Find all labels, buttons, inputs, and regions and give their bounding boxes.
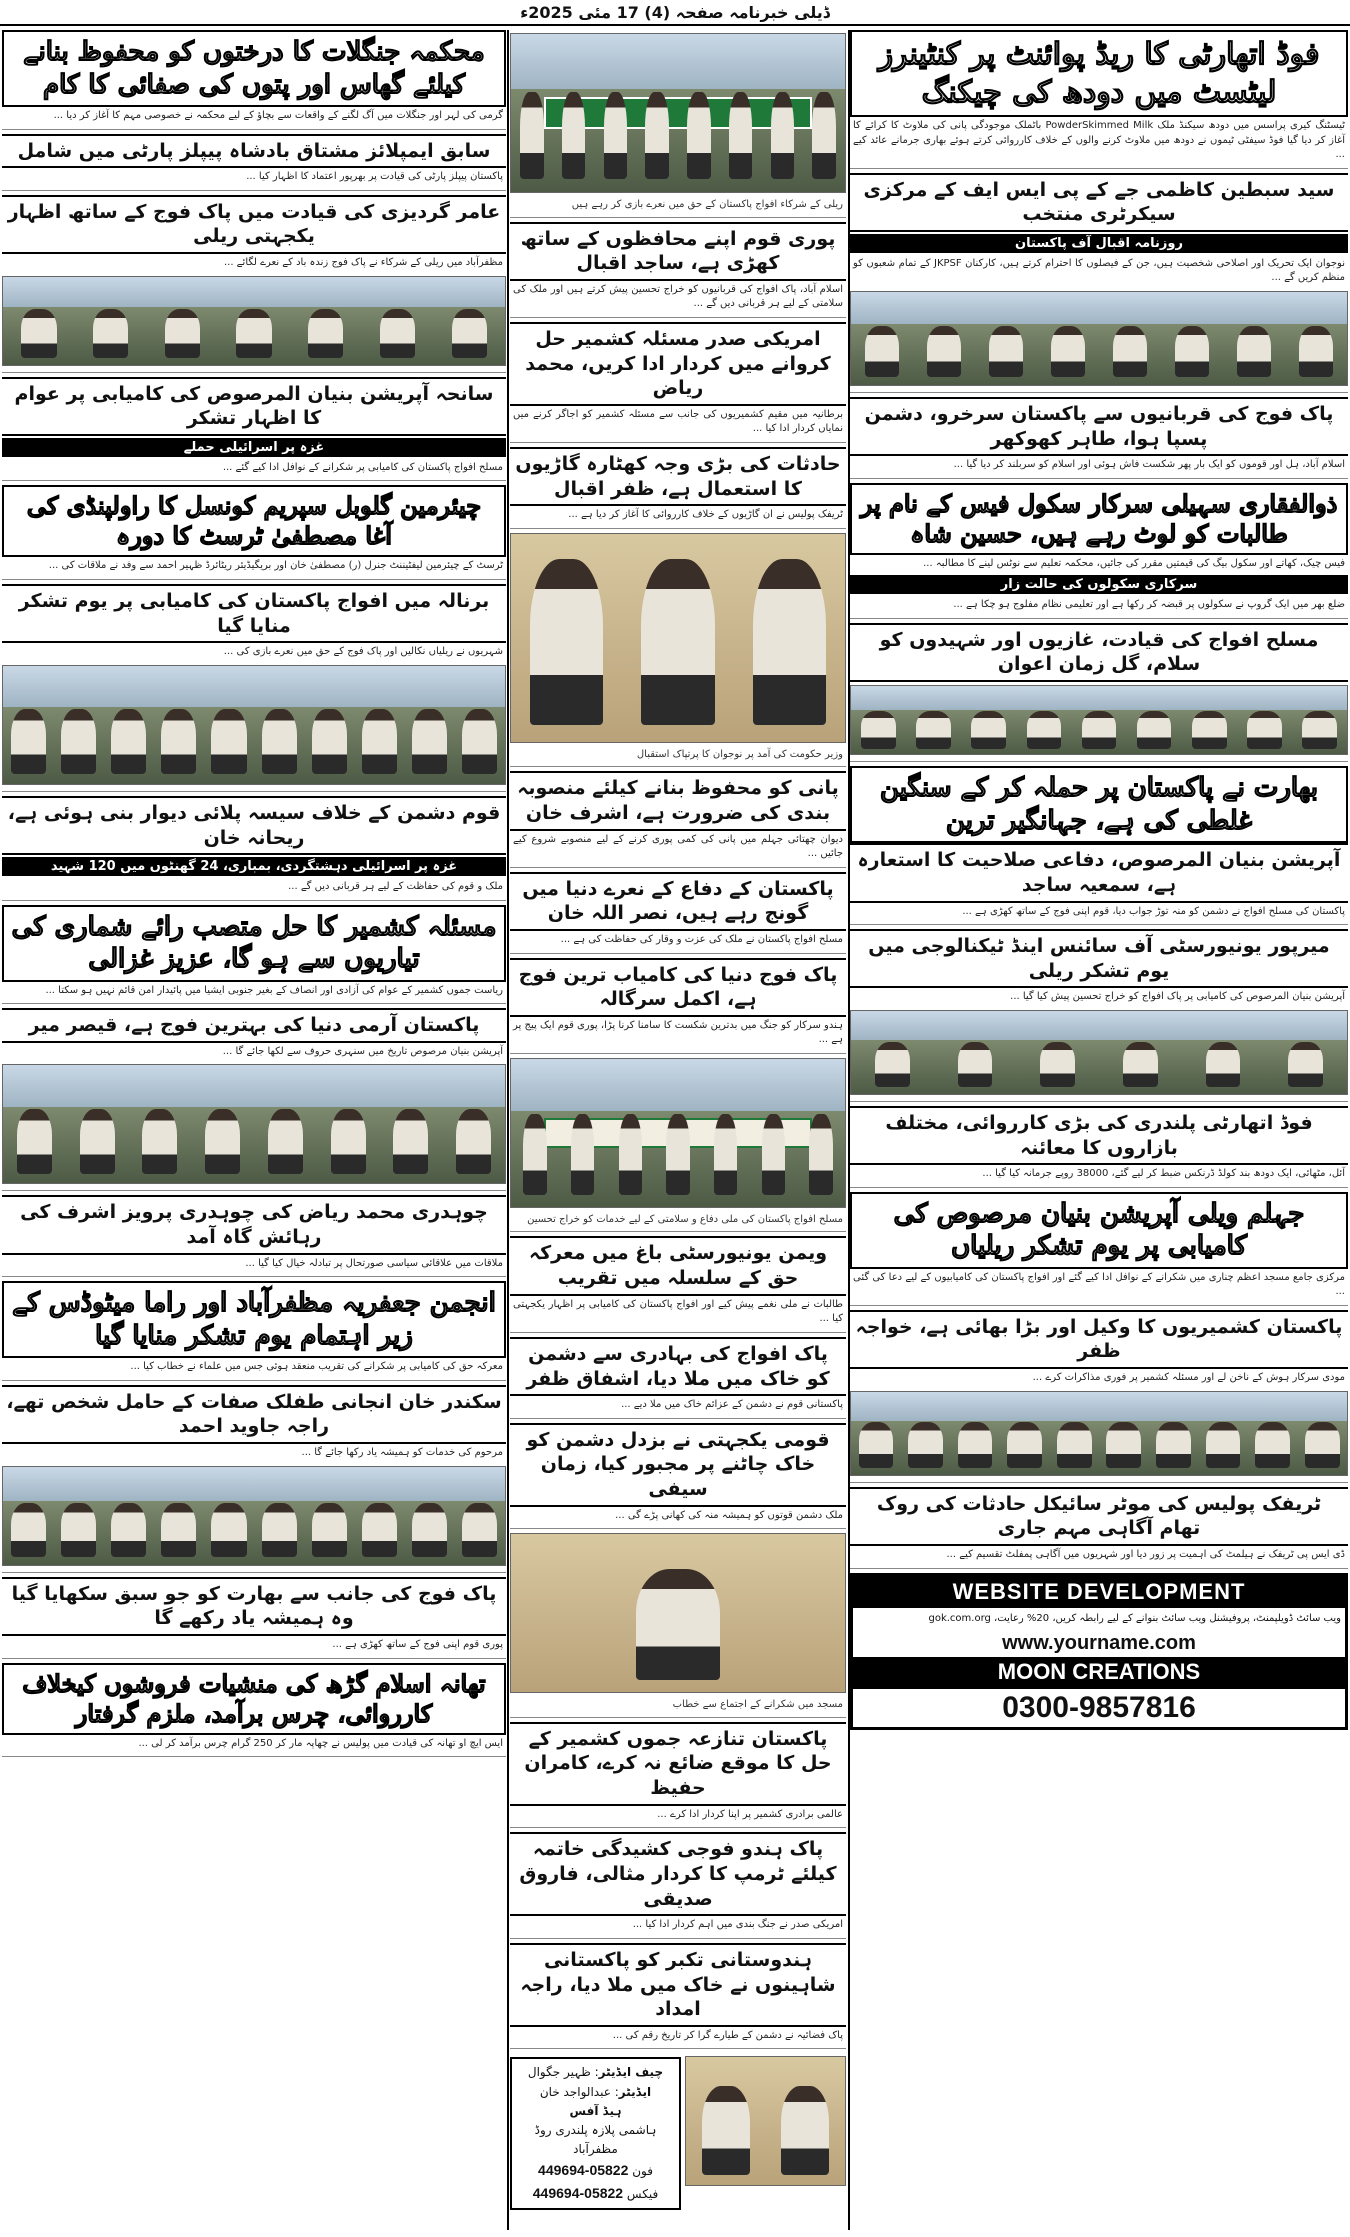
- article-body: مرکزی جامع مسجد اعظم چناری میں شکرانے کے نوافل ادا کیے گئے اور افواج پاکستان کی کامیابیوں کے لیے دعا کی گئی ...: [853, 1271, 1345, 1298]
- headline: پانی کو محفوظ بنانے کیلئے منصوبہ بندی کی ضرورت ہے، اشرف خان: [510, 771, 846, 830]
- article-body: مظفرآباد میں ریلی کے شرکاء نے پاک فوج زندہ باد کے نعرے لگائے ...: [223, 257, 503, 269]
- article: [2, 195, 506, 373]
- photo-caption: وزیر حکومت کی آمد پر نوجوان کا پرتپاک استقبال: [636, 748, 843, 760]
- photo-caption: مسجد میں شکرانے کے اجتماع سے خطاب: [672, 1699, 843, 1711]
- article: [2, 485, 506, 580]
- article-body: عالمی برادری کشمیر پر اپنا کردار ادا کرے ...: [657, 1808, 843, 1820]
- photo-caption: ریلی کے شرکاء افواج پاکستان کے حق میں نعرے بازی کر رہے ہیں: [571, 199, 843, 210]
- news-photo: [850, 1010, 1348, 1095]
- headline-banner: محکمہ جنگلات کا درختوں کو محفوظ بنانے کیلئے گھاس اور پتوں کی صفائی کا کام: [2, 30, 506, 107]
- article: [510, 958, 846, 1054]
- editor: عبدالواجد خان: [539, 2084, 611, 2099]
- fax-number: 05822-449694: [532, 2184, 624, 2201]
- news-photo: [850, 685, 1348, 755]
- article-body: اسلام آباد، ہل اور قوموں کو ایک بار پھر شکست فاش ہوئی اور اسلام کو سربلند کر دیا گیا ...: [953, 459, 1345, 471]
- headline-banner: ذوالفقاری سہیلی سرکار سکول فیس کے نام پر طالبات کو لوٹ رہے ہیں، حسین شاہ: [850, 483, 1348, 555]
- portrait-photo: [510, 533, 846, 743]
- masthead: چیف ایڈیٹر: ظہیر جگوال ایڈیٹر: عبدالواجد خان ہیڈ آفس ہاشمی پلازہ پلندری روڈ مظفرآباد فون 05822-449694 فیکس 05822-449694: [510, 2057, 681, 2210]
- headline-banner: انجمن جعفریہ مظفرآباد اور راما میٹوڈس کے زیر اہتمام یوم تشکر منایا گیا: [2, 1281, 506, 1358]
- dateline-bar: [0, 0, 1350, 26]
- article-body: پوری قوم اپنی فوج کے ساتھ کھڑی ہے ...: [332, 1639, 503, 1650]
- subheadline: سرکاری سکولوں کی حالت زار: [850, 575, 1348, 594]
- article: [850, 929, 1348, 1102]
- article-body: برطانیہ میں مقیم کشمیریوں کی جانب سے مسئلہ کشمیر کو اجاگر کرنے میں نمایاں کردار ادا کیا ...: [513, 408, 843, 435]
- headline: سابق ایمپلائز مشتاق بادشاہ پیپلز پارٹی میں شامل: [2, 134, 506, 169]
- headline: قومی یکجہتی نے بزدل دشمن کو خاک چاٹنے پر مجبور کیا، زمان سیفی: [510, 1423, 846, 1507]
- article: [850, 1487, 1348, 1569]
- article-body: پاکستان کی مسلح افواج نے دشمن کو منہ توڑ جواب دیا، قوم اپنی فوج کے ساتھ کھڑی ہے ...: [962, 905, 1345, 917]
- headline-banner: جہلم ویلی آپریشن بنیان مرصوص کی کامیابی پر یوم تشکر ریلیاں: [850, 1192, 1348, 1269]
- article: [510, 1236, 846, 1332]
- article-body: ملک و قوم کی حفاظت کے لیے ہر قربانی دیں گے ...: [288, 881, 503, 893]
- headline: پاکستان کے دفاع کے نعرے دنیا میں گونج رہے ہیں، نصر اللہ خان: [510, 872, 846, 931]
- article: [2, 134, 506, 191]
- article: [850, 1192, 1348, 1306]
- headline: پاک افواج کی بہادری سے دشمن کو خاک میں ملا دیا، اشفاق ظفر: [510, 1337, 846, 1396]
- article-body: ریاست جموں کشمیر کے عوام کی آزادی اور انصاف کے بغیر جنوبی ایشیا میں پائیدار امن قائم نہیں ہو سکتا ...: [45, 984, 503, 996]
- article-body: فیس چیک، کھاتے اور سکول بیگ کی قیمتیں مقرر کی جائیں، محکمہ تعلیم سے نوٹس لینے کا مطالبہ ...: [923, 557, 1345, 569]
- ad-url[interactable]: www.yourname.com: [1002, 1631, 1196, 1654]
- advertisement[interactable]: [850, 1573, 1348, 1730]
- office-label: ہیڈ آفس: [569, 2103, 622, 2118]
- article: [510, 1058, 846, 1233]
- left-column: [2, 30, 506, 2230]
- article: [510, 872, 846, 954]
- article-body: آپریشن بنیان المرصوص کی کامیابی پر پاک افواج کو خراج تحسین پیش کیا گیا ...: [1010, 991, 1345, 1003]
- dateline: ڈیلی خبرنامہ صفحہ (4) 17 مئی 2025ء: [520, 2, 830, 22]
- headline: برنالہ میں افواج پاکستان کی کامیابی پر یوم تشکر منایا گیا: [2, 584, 506, 643]
- headline: قوم دشمن کے خلاف سیسہ پلائی دیوار بنی ہوئی ہے، ریحانہ خان: [2, 796, 506, 855]
- headline: سکندر خان انجانی طفلک صفات کے حامل شخص تھے، راجہ جاوید احمد: [2, 1385, 506, 1444]
- headline: پاک ہندو فوجی کشیدگی خاتمہ کیلئے ٹرمپ کا کردار مثالی، فاروق صدیقی: [510, 1832, 846, 1916]
- article-body: مسلح افواج پاکستان نے ملک کی عزت و وقار کی حفاظت کی ہے ...: [560, 934, 843, 946]
- headline: سید سبطین کاظمی جے کے پی ایس ایف کے مرکزی سیکرٹری منتخب: [850, 173, 1348, 232]
- article-body: اسلام آباد، پاک افواج کی قربانیوں کو خراج تحسین پیش کرتے ہیں اور ملک کی سلامتی کے لیے ہر قربانی دیں گے ...: [513, 283, 843, 310]
- article-body: آئل، مٹھائی، ایک دودھ بند کولڈ ڈرنکس ضبط کر لیے گئے، 38000 روپے جرمانہ کیا گیا ...: [982, 1168, 1345, 1180]
- meeting-photo: [685, 2056, 846, 2186]
- article: [510, 1337, 846, 1419]
- article-body: امریکی صدر نے جنگ بندی میں اہم کردار ادا کیا ...: [632, 1919, 843, 1931]
- article-body: گرمی کی لہر اور جنگلات میں آگ لگنے کے واقعات سے بچاؤ کے لیے محکمہ نے خصوصی مہم کا آغاز کر دیا ...: [53, 110, 503, 121]
- article: [850, 766, 1348, 925]
- headline-banner: بھارت نے پاکستان پر حملہ کر کے سنگین غلطی کی ہے، جہانگیر ترین: [850, 766, 1348, 843]
- headline: پاک فوج دنیا کی کامیاب ترین فوج ہے، اکمل سرگالہ: [510, 958, 846, 1017]
- article-body: ملک دشمن قوتوں کو ہمیشہ منہ کی کھانی پڑے گی ...: [615, 1509, 843, 1521]
- chief-editor: ظہیر جگوال: [527, 2065, 591, 2080]
- headline: مسلح افواج کی قیادت، غازیوں اور شہیدوں کو سلام، گل زمان اعوان: [850, 623, 1348, 682]
- article: [850, 30, 1348, 169]
- rally-photo: [510, 1058, 846, 1208]
- column-rule: [507, 30, 509, 2230]
- article-body: ضلع بھر میں ایک گروپ نے سکولوں پر قبضہ کر رکھا ہے اور تعلیمی نظام مفلوج ہو چکا ہے ...: [953, 599, 1345, 611]
- headline: پاک فوج کی جانب سے بھارت کو جو سبق سکھایا گیا وہ ہمیشہ یاد رکھے گا: [2, 1577, 506, 1636]
- phone-number: 05822-449694: [538, 2162, 629, 2179]
- article: [510, 322, 846, 443]
- phone-label: فون: [632, 2164, 653, 2179]
- article-body: آپریشن بنیان مرصوص تاریخ میں سنہری حروف سے لکھا جائے گا ...: [222, 1045, 503, 1057]
- headline: ٹریفک پولیس کی موٹر سائیکل حادثات کی روک تھام آگاہی مہم جاری: [850, 1487, 1348, 1546]
- headline: پاکستان آرمی دنیا کی بہترین فوج ہے، قیصر میر: [2, 1008, 506, 1043]
- article: [2, 796, 506, 901]
- headline: ویمن یونیورسٹی باغ میں معرکہ حق کے سلسلہ میں تقریب: [510, 1236, 846, 1295]
- article-body: نوجوان ایک تحریک اور اصلاحی شخصیت ہیں، جن کے فیصلوں کا احترام کرتے ہیں، کارکنان JKPSF کے تمام شعبوں کو منظم کریں گے ...: [853, 257, 1345, 284]
- news-photo: [2, 1466, 506, 1566]
- article-body: ڈی ایس پی ٹریفک نے ہیلمٹ کی اہمیت پر زور دیا اور شہریوں میں آگاہی پمفلٹ تقسیم کیے ...: [946, 1549, 1345, 1560]
- headline: پاکستان کشمیریوں کا وکیل اور بڑا بھائی ہے، خواجہ ظفر: [850, 1310, 1348, 1369]
- article-body: ٹیسٹنگ کیری پراسس میں دودھ سیکنڈ ملک PowderSkimmed Milk باٹملک موجودگی پانی کی ملاوٹ کا کرائے کا آغاز کر دیا گیا فوڈ سیفٹی ٹیموں نے دودھ میں ملاوٹ کرنے والوں کے خلاف کارروائی کرتے ہوئے بھاری جرمانے عائد کیے ...: [853, 120, 1346, 160]
- article-body: پاکستانی قوم نے دشمن کے عزائم خاک میں ملا دیے ...: [621, 1399, 843, 1411]
- article: [510, 33, 846, 218]
- mosque-photo: [510, 1533, 846, 1693]
- news-photo: [2, 276, 506, 366]
- article: [510, 533, 846, 768]
- headline: پاکستان تنازعہ جموں کشمیر کے حل کا موقع ضائع نہ کرے، کامران حفیظ: [510, 1722, 846, 1806]
- article: [2, 30, 506, 130]
- article: [510, 1943, 846, 2050]
- middle-column: [510, 30, 846, 2230]
- article-body: پاکستان پیپلز پارٹی کی قیادت پر بھرپور اعتماد کا اظہار کیا ...: [246, 171, 503, 183]
- article: [510, 447, 846, 529]
- article-body: دیوان چھتائی جہلم میں پانی کی کمی پوری کرنے کے لیے منصوبے شروع کیے جائیں ...: [513, 833, 843, 860]
- article: [510, 1533, 846, 1718]
- article-body: مودی سرکار ہوش کے ناخن لے اور مسئلہ کشمیر پر فوری مذاکرات کرے ...: [1032, 1372, 1345, 1384]
- article: [2, 1663, 506, 1758]
- ad-phone: 0300-9857816: [853, 1687, 1345, 1727]
- office-address: ہاشمی پلازہ پلندری روڈ مظفرآباد: [534, 2123, 657, 2157]
- article: [510, 1423, 846, 1530]
- headline: امریکی صدر مسئلہ کشمیر حل کروانے میں کردار ادا کریں، محمد ریاض: [510, 322, 846, 406]
- article-body: ٹریفک پولیس نے ان گاڑیوں کے خلاف کارروائی کا آغاز کر دیا ہے ...: [568, 509, 843, 521]
- article: [850, 1106, 1348, 1188]
- rally-photo: [2, 665, 506, 785]
- news-photo: [850, 291, 1348, 386]
- article: [850, 623, 1348, 762]
- headline: فوڈ اتھارٹی پلندری کی بڑی کارروائی، مختلف بازاروں کا معائنہ: [850, 1106, 1348, 1165]
- article: [2, 1281, 506, 1381]
- photo-caption: مسلح افواج پاکستان کی ملی دفاع و سلامتی کے لیے خدمات کو خراج تحسین: [527, 1213, 843, 1225]
- headline: چوہدری محمد ریاض کی چوہدری پرویز اشرف کی رہائش گاہ آمد: [2, 1195, 506, 1254]
- news-photo: [850, 1391, 1348, 1476]
- chief-editor-label: چیف ایڈیٹر: [598, 2065, 664, 2080]
- headline: ہندوستانی تکبر کو پاکستانی شاہینوں نے خاک میں ملا دیا، راجہ امداد: [510, 1943, 846, 2027]
- ad-body: ویب سائٹ ڈویلپمنٹ، پروفیشنل ویب سائٹ بنوانے کے لیے رابطہ کریں، 20% رعایت، gok.com.org: [928, 1612, 1341, 1624]
- headline-banner: تھانہ اسلام گڑھ کی منشیات فروشوں کیخلاف کارروائی، چرس برآمد، ملزم گرفتار: [2, 1663, 506, 1735]
- headline: پاک فوج کی قربانیوں سے پاکستان سرخرو، دشمن پسپا ہوا، طاہر کھوکھر: [850, 397, 1348, 456]
- headline: عامر گردیزی کی قیادت میں پاک فوج کے ساتھ اظہار یکجہتی ریلی: [2, 195, 506, 254]
- article: [510, 1722, 846, 1829]
- article: [510, 222, 846, 318]
- article: [850, 397, 1348, 479]
- article: [2, 1577, 506, 1659]
- article: [510, 771, 846, 867]
- headline-banner: فوڈ اتھارٹی کا ریڈ پوائنٹ پر کنٹینرز لیٹسٹ میں دودھ کی چیکنگ: [850, 30, 1348, 117]
- news-photo: [2, 1064, 506, 1184]
- article-body: شہریوں نے ریلیاں نکالیں اور پاک فوج کے حق میں نعرے بازی کی ...: [223, 646, 503, 658]
- article: [850, 483, 1348, 619]
- editor-label: ایڈیٹر: [618, 2084, 652, 2099]
- headline: حادثات کی بڑی وجہ کھٹارہ گاڑیوں کا استعمال ہے، ظفر اقبال: [510, 447, 846, 506]
- ad-title: WEBSITE DEVELOPMENT: [853, 1576, 1345, 1608]
- article-body: ملاقات میں علاقائی سیاسی صورتحال پر تبادلہ خیال کیا گیا ...: [245, 1257, 503, 1269]
- article: [2, 584, 506, 792]
- article-body: معرکہ حق کی کامیابی پر شکرانے کی تقریب منعقد ہوئی جس میں علماء نے خطاب کیا ...: [130, 1361, 503, 1373]
- article: [2, 377, 506, 482]
- headline-banner: مسئلہ کشمیر کا حل متصب رائے شماری کی تیاریوں سے ہو گا، عزیز غزالی: [2, 905, 506, 982]
- subheadline: غزہ پر اسرائیلی دہشتگردی، بمباری، 24 گھنٹوں میں 120 شہید: [2, 857, 506, 876]
- headline-banner: چیئرمین گلوبل سپریم کونسل کا راولپنڈی کی آغا مصطفیٰ ٹرسٹ کا دورہ: [2, 485, 506, 557]
- headline: پوری قوم اپنے محافظوں کے ساتھ کھڑی ہے، ساجد اقبال: [510, 222, 846, 281]
- headline: آپریشن بنیان المرصوص، دفاعی صلاحیت کا استعارہ ہے، سمعیہ ساجد: [850, 843, 1348, 902]
- article: [510, 1832, 846, 1939]
- subheadline: روزنامہ اقبال آف پاکستان: [850, 234, 1348, 253]
- rally-photo: [510, 33, 846, 193]
- ad-company: MOON CREATIONS: [853, 1657, 1345, 1687]
- article-body: طالبات نے ملی نغمے پیش کیے اور افواج پاکستان کی کامیابی پر اظہار یکجہتی کیا ...: [513, 1298, 843, 1325]
- article: [2, 905, 506, 1005]
- article: [850, 173, 1348, 393]
- article: [2, 1385, 506, 1573]
- subheadline: غزہ پر اسرائیلی حملے: [2, 438, 506, 457]
- headline: میرپور یونیورسٹی آف سائنس اینڈ ٹیکنالوجی میں یوم تشکر ریلی: [850, 929, 1348, 988]
- article-body: مسلح افواج پاکستان کی کامیابی پر شکرانے کے نوافل ادا کیے گئے ...: [222, 461, 503, 473]
- article-body: ایس ایچ او تھانہ کی قیادت میں پولیس نے چھاپہ مار کر 250 گرام چرس برآمد کر لی ...: [138, 1737, 503, 1749]
- article: [2, 1195, 506, 1277]
- headline: سانحہ آپریشن بنیان المرصوص کی کامیابی پر عوام کا اظہار تشکر: [2, 377, 506, 436]
- article-body: پاک فضائیہ نے دشمن کے طیارے گرا کر تاریخ رقم کی ...: [612, 2029, 843, 2041]
- article-body: مرحوم کی خدمات کو ہمیشہ یاد رکھا جائے گا ...: [301, 1447, 503, 1459]
- article-body: ہندو سرکار کو جنگ میں بدترین شکست کا سامنا کرنا پڑا، پوری قوم ایک پیج پر ہے ...: [513, 1019, 843, 1046]
- article-body: ٹرسٹ کے چیئرمین لیفٹیننٹ جنرل (ر) مصطفیٰ خان اور بریگیڈیئر ریٹائرڈ ظہیر احمد سے وفد نے ملاقات کی ...: [48, 560, 503, 572]
- fax-label: فیکس: [626, 2186, 659, 2201]
- article: [850, 1310, 1348, 1483]
- article: [2, 1008, 506, 1191]
- right-column: [850, 30, 1348, 2230]
